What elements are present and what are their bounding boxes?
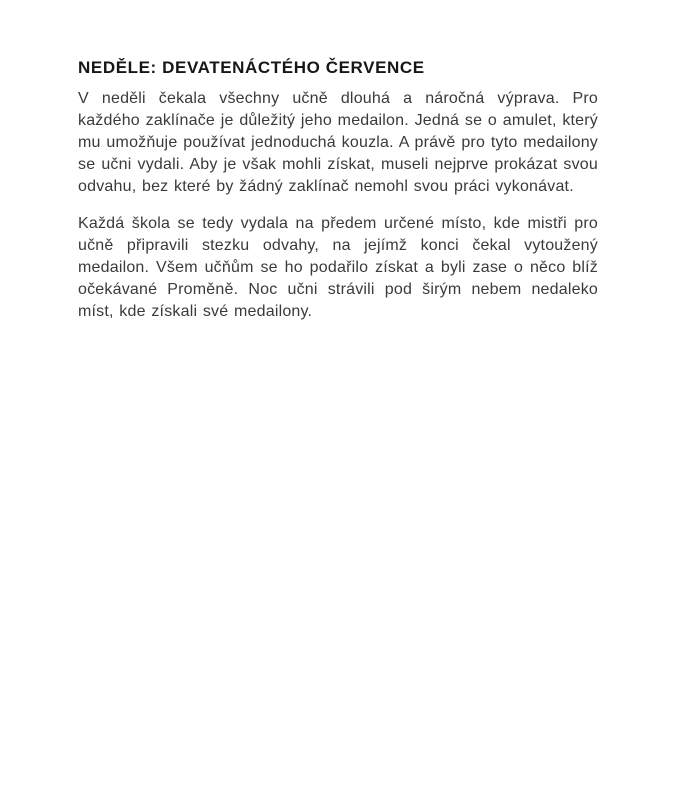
- section-heading: NEDĚLE: DEVATENÁCTÉHO ČERVENCE: [78, 58, 425, 77]
- paragraph-1: V neděli čekala všechny učně dlouhá a náročná výprava. Pro každého zaklínače je důležitý jeho medailon. Jedná se o amulet, který mu umožňuje používat jednoduchá kouzla. A právě pro tyto medailony se učni vydali. Aby je však mohli získat, museli nejprve prokázat svou odvahu, bez které by žádný zaklínač nemohl svou práci vykonávat.: [78, 90, 598, 195]
- paragraph-2: Každá škola se tedy vydala na předem určené místo, kde mistři pro učně připravili stezku odvahy, na jejímž konci čekal vytoužený medailon. Všem učňům se ho podařilo získat a byli zase o něco blíž očekávané Proměně. Noc učni strávili pod širým nebem nedaleko míst, kde získali své medailony.: [78, 215, 598, 320]
